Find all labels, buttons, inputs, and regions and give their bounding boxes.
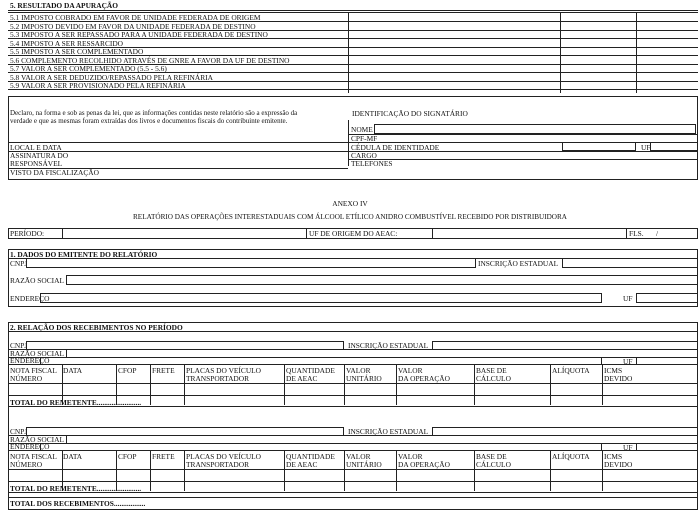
uf-field[interactable]	[650, 142, 698, 151]
inscricao-field[interactable]	[562, 258, 698, 268]
nome-field[interactable]	[374, 124, 696, 134]
column-header: UNITÁRIO	[346, 460, 382, 469]
total-recebimentos: TOTAL DOS RECEBIMENTOS.................	[10, 499, 146, 508]
uf-field[interactable]	[636, 357, 698, 365]
divider	[8, 331, 698, 332]
column-header: NÚMERO	[10, 460, 43, 469]
divider	[560, 12, 561, 93]
divider	[636, 12, 637, 93]
column-header: QUANTIDADE	[286, 366, 335, 375]
section5-item: 5.5 IMPOSTO A SER COMPLEMENTADO	[10, 47, 144, 56]
column-header: ICMS	[604, 452, 623, 461]
uf-field[interactable]	[636, 443, 698, 451]
razao-field[interactable]	[66, 275, 698, 285]
column-header: DATA	[63, 452, 83, 461]
divider	[474, 451, 475, 491]
divider	[396, 451, 397, 491]
divider	[284, 365, 285, 405]
divider	[432, 228, 433, 239]
fls-label: FLS.	[629, 229, 644, 238]
razao-label: RAZÃO SOCIAL	[10, 276, 64, 285]
cedula-label: CÉDULA DE IDENTIDADE	[351, 143, 440, 152]
cnpj-label: CNPJ	[10, 427, 28, 436]
divider	[184, 365, 185, 405]
divider	[550, 365, 551, 405]
annex-title: ANEXO IV	[332, 199, 368, 208]
cedula-field[interactable]	[562, 142, 636, 151]
column-header: DEVIDO	[604, 460, 633, 469]
total-remetente: TOTAL DO REMETENTE........................	[10, 484, 142, 493]
column-header: VALOR	[346, 452, 371, 461]
cpf-label: CPF-MF	[351, 134, 378, 143]
column-header: UNITÁRIO	[346, 374, 382, 383]
column-header: PLACAS DO VEÍCULO	[186, 452, 262, 461]
column-header: PLACAS DO VEÍCULO	[186, 366, 262, 375]
uf-field[interactable]	[636, 293, 698, 303]
endereco-field[interactable]	[40, 443, 602, 451]
endereco-label: ENDEREÇO	[10, 294, 50, 303]
column-header: CFOP	[118, 366, 137, 375]
column-header: DE AEAC	[286, 460, 318, 469]
divider	[150, 365, 151, 405]
endereco-field[interactable]	[40, 293, 602, 303]
divider	[348, 134, 698, 135]
divider	[8, 481, 698, 482]
annex-subtitle: RELATÓRIO DAS OPERAÇÕES INTERESTADUAIS COM ÁLCOOL ETÍLICO ANIDRO COMBUSTÍVEL RECEBIDO POR DISTRIBUIDORA	[133, 213, 567, 221]
divider	[344, 451, 345, 491]
telefones-label: TELEFONES	[351, 159, 393, 168]
local-data-label: LOCAL E DATA	[10, 143, 62, 152]
divider	[8, 89, 698, 90]
divider	[396, 365, 397, 405]
section5-item: 5.4 IMPOSTO A SER RESSARCIDO	[10, 38, 124, 48]
divider	[8, 383, 698, 384]
cnpj-field[interactable]	[26, 258, 476, 268]
section5-title: 5. RESULTADO DA APURAÇÃO	[10, 1, 118, 10]
section5-item: 5.3 IMPOSTO A SER REPASSADO PARA A UNIDADE FEDERADA DE DESTINO	[10, 30, 268, 39]
endereco-label: ENDEREÇO	[10, 356, 50, 365]
section1-title: 1. DADOS DO EMITENTE DO RELATÓRIO	[10, 250, 158, 259]
column-header: BASE DE	[476, 366, 507, 375]
uf-label: UF	[641, 143, 651, 152]
column-header: FRETE	[152, 366, 175, 375]
razao-label: RAZÃO SOCIAL	[10, 349, 64, 358]
divider	[348, 159, 698, 160]
column-header: DA OPERAÇÃO	[398, 374, 450, 383]
column-header: VALOR	[398, 452, 423, 461]
column-header: FRETE	[152, 452, 175, 461]
column-header: TRANSPORTADOR	[186, 460, 250, 469]
divider	[150, 451, 151, 491]
divider	[306, 228, 307, 239]
uf-label: UF	[623, 294, 633, 303]
section5-item: 5.6 COMPLEMENTO RECOLHIDO ATRAVÉS DE GNRE A FAVOR DA UF DE DESTINO	[10, 55, 290, 65]
column-header: TRANSPORTADOR	[186, 374, 250, 383]
periodo-label: PERÍODO:	[10, 229, 45, 238]
divider	[344, 365, 345, 405]
cnpj-label: CNPJ	[10, 259, 28, 268]
signatory-title: IDENTIFICAÇÃO DO SIGNATÁRIO	[352, 109, 468, 118]
divider	[284, 451, 285, 491]
endereco-label: ENDEREÇO	[10, 442, 50, 451]
divider	[602, 451, 603, 491]
uf-label: UF	[623, 357, 633, 366]
section5-item: 5.7 VALOR A SER COMPLEMENTADO (5.5 - 5.6)	[10, 64, 167, 73]
column-header: CÁLCULO	[476, 374, 511, 383]
divider	[8, 395, 698, 396]
divider	[184, 451, 185, 491]
column-header: VALOR	[398, 366, 423, 375]
inscricao-label: INSCRIÇÃO ESTADUAL	[348, 341, 429, 350]
divider	[8, 365, 9, 405]
section2-title: 2. RELAÇÃO DOS RECEBIMENTOS NO PERÍODO	[10, 323, 183, 332]
divider	[8, 497, 698, 498]
column-header: NOTA FISCAL	[10, 366, 57, 375]
column-header: CFOP	[118, 452, 137, 461]
uf-origem-label: UF DE ORIGEM DO AEAC:	[309, 229, 398, 238]
total-remetente: TOTAL DO REMETENTE........................	[10, 398, 142, 407]
divider	[550, 451, 551, 491]
divider	[8, 451, 9, 491]
column-header: BASE DE	[476, 452, 507, 461]
section5-item: 5.9 VALOR A SER PROVISIONADO PELA REFINÁRIA	[10, 81, 186, 90]
assinatura-label-2: RESPONSÁVEL	[10, 159, 63, 168]
assinatura-label-1: ASSINATURA DO	[10, 151, 69, 160]
divider	[602, 365, 603, 405]
inscricao-label: INSCRIÇÃO ESTADUAL	[478, 259, 559, 268]
declaration-text-2: verdade e que as mesmas foram extraídas dos livros e documentos fiscais do contribuinte emitente.	[10, 117, 288, 125]
fls-separator: /	[656, 229, 659, 238]
divider	[62, 228, 63, 239]
cnpj-label: CNPJ	[10, 341, 28, 350]
column-header: NÚMERO	[10, 374, 43, 383]
visto-label: VISTO DA FISCALIZAÇÃO	[10, 168, 99, 177]
section5-item: 5.1 IMPOSTO COBRADO EM FAVOR DE UNIDADE FEDERADA DE ORIGEM	[10, 13, 261, 22]
razao-label: RAZÃO SOCIAL	[10, 435, 64, 444]
column-header: VALOR	[346, 366, 371, 375]
divider	[474, 365, 475, 405]
divider	[626, 228, 627, 239]
uf-label: UF	[623, 443, 633, 452]
section5-item: 5.2 IMPOSTO DEVIDO EM FAVOR DA UNIDADE FEDERADA DE DESTINO	[10, 21, 256, 31]
divider	[8, 469, 698, 470]
column-header: CÁLCULO	[476, 460, 511, 469]
column-header: DEVIDO	[604, 374, 633, 383]
divider	[348, 12, 349, 93]
inscricao-label: INSCRIÇÃO ESTADUAL	[348, 427, 429, 436]
declaration-text-1: Declaro, na forma e sob as penas da lei, que as informações contidas neste relatório são a expressão da	[10, 109, 298, 117]
divider	[8, 10, 698, 11]
divider	[8, 492, 698, 493]
divider	[8, 406, 698, 407]
nome-label: NOME	[351, 125, 373, 134]
section5-item: 5.8 VALOR A SER DEDUZIDO/REPASSADO PELA REFINÁRIA	[10, 72, 213, 82]
endereco-field[interactable]	[40, 357, 602, 365]
column-header: QUANTIDADE	[286, 452, 335, 461]
divider	[348, 151, 698, 152]
column-header: ALÍQUOTA	[552, 366, 590, 375]
column-header: DATA	[63, 366, 83, 375]
column-header: NOTA FISCAL	[10, 452, 57, 461]
column-header: DE AEAC	[286, 374, 318, 383]
column-header: DA OPERAÇÃO	[398, 460, 450, 469]
column-header: ALÍQUOTA	[552, 452, 590, 461]
column-header: ICMS	[604, 366, 623, 375]
cargo-label: CARGO	[351, 151, 377, 160]
